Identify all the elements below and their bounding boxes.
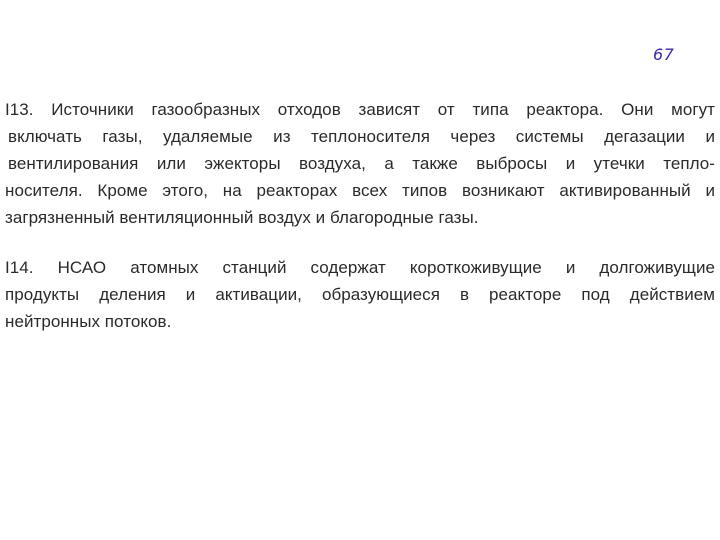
paragraph-114 — [5, 254, 715, 335]
paragraph-line: продукты деления и активации, образующиеся в реакторе под действием — [5, 285, 715, 304]
page-number: 67 — [653, 45, 675, 64]
paragraph-line: носителя. Кроме этого, на реакторах всех типов возникают активированный и — [5, 181, 715, 200]
paragraph-line: I14. НСАО атомных станций содержат короткоживущие и долгоживущие — [5, 258, 715, 277]
paragraph-line: загрязненный вентиляционный воздух и благородные газы. — [5, 208, 479, 227]
paragraph-line: нейтронных потоков. — [5, 312, 172, 331]
paragraph-113 — [5, 96, 715, 231]
paragraph-line: I13. Источники газообразных отходов зависят от типа реактора. Они могут — [5, 100, 715, 119]
paragraph-line: вентилирования или эжекторы воздуха, а также выбросы и утечки тепло- — [8, 154, 715, 173]
paragraph-line: включать газы, удаляемые из теплоносителя через системы дегазации и — [8, 127, 715, 146]
